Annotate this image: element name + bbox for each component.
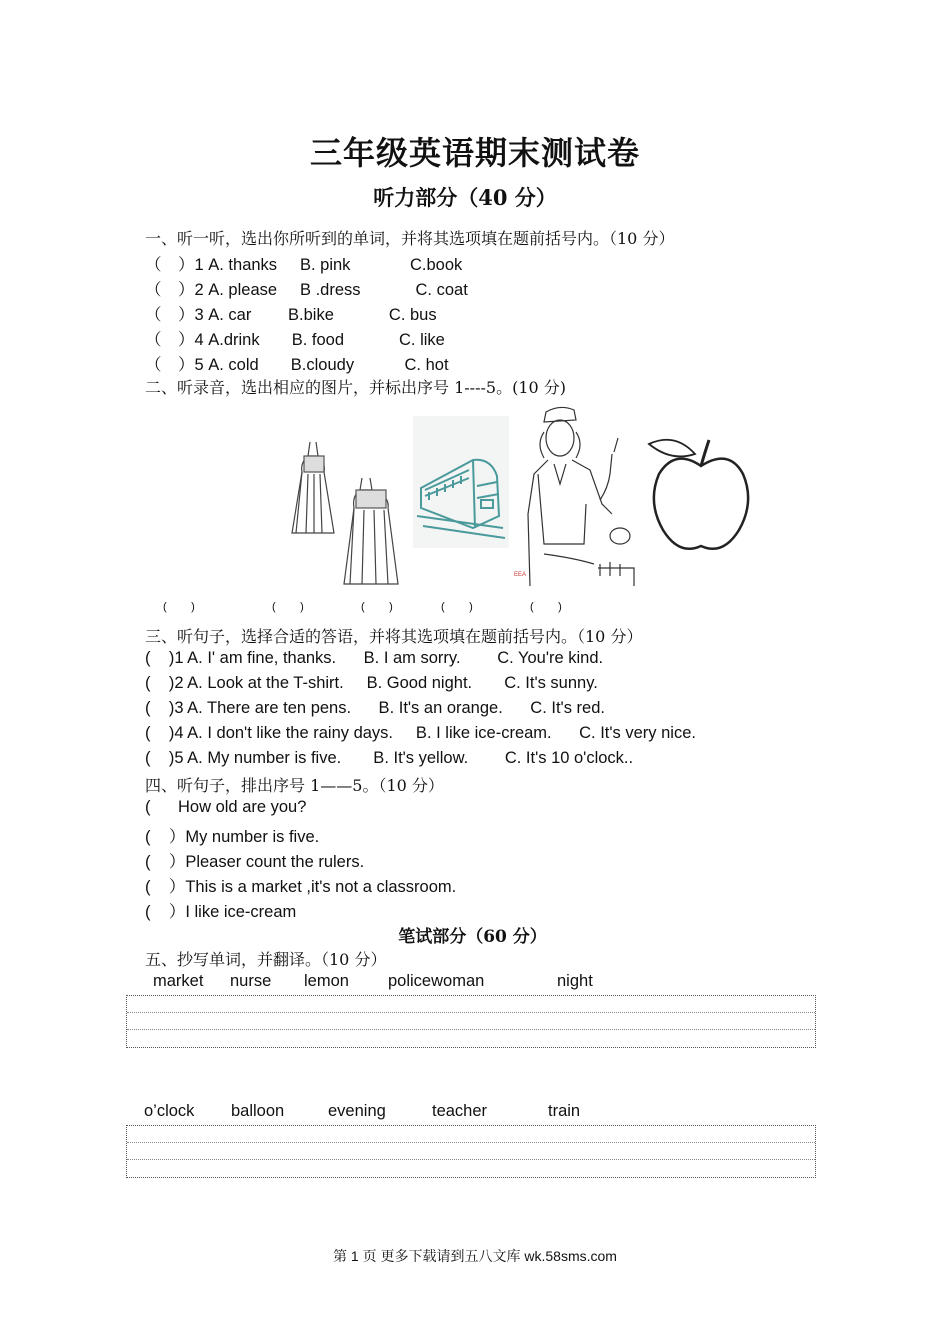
- section5-heading: 五、抄写单词，并翻译。（10 分）: [145, 950, 387, 969]
- svg-text:EEA: EEA: [514, 572, 527, 578]
- list-item: ( )5 A. My number is five. B. It's yellow. C. It's 10 o'clock..: [145, 749, 634, 767]
- nurse-picture: [514, 404, 640, 586]
- written-title: 笔试部分（60 分）: [398, 927, 547, 947]
- answer-slot[interactable]: ( ): [441, 601, 473, 613]
- word: policewoman: [388, 972, 485, 990]
- list-item: ( How old are you?: [145, 798, 307, 816]
- answer-slot[interactable]: ( ): [361, 601, 393, 613]
- listening-title: 听力部分（40 分）: [373, 185, 557, 210]
- word: balloon: [231, 1102, 285, 1120]
- word: teacher: [432, 1102, 488, 1120]
- list-item: ( )2 A. Look at the T-shirt. B. Good night. C. It's sunny.: [145, 674, 598, 692]
- section4-heading: 四、听句子，排出序号 1——5。（10 分）: [145, 776, 444, 795]
- writing-grid[interactable]: [126, 995, 816, 1048]
- word: evening: [328, 1102, 386, 1120]
- word: o’clock: [144, 1102, 195, 1120]
- dress-picture: [288, 438, 403, 586]
- picture-answer-slots: [0, 601, 950, 617]
- answer-slot[interactable]: ( ): [272, 601, 304, 613]
- word: lemon: [304, 972, 349, 990]
- train-picture: [413, 416, 509, 548]
- list-item: （ ）4 A.drink B. food C. like: [145, 331, 445, 349]
- list-item: ( )1 A. I' am fine, thanks. B. I am sorry. C. You're kind.: [145, 649, 604, 667]
- page-footer: 第 1 页 更多下载请到五八文库 wk.58sms.com: [333, 1248, 617, 1264]
- section2-heading: 二、听录音，选出相应的图片，并标出序号 1----5。(10 分): [145, 378, 567, 397]
- word: market: [153, 972, 204, 990]
- section1-heading: 一、听一听，选出你所听到的单词，并将其选项填在题前括号内。（10 分）: [145, 229, 675, 248]
- list-item: （ ）5 A. cold B.cloudy C. hot: [145, 356, 449, 374]
- list-item: （ ）3 A. car B.bike C. bus: [145, 306, 437, 324]
- answer-slot[interactable]: ( ): [163, 601, 195, 613]
- list-item: ( ）I like ice-cream: [145, 903, 297, 921]
- page-title: 三年级英语期末测试卷: [309, 134, 640, 172]
- list-item: ( )4 A. I don't like the rainy days. B. I like ice-cream. C. It's very nice.: [145, 724, 696, 742]
- list-item: ( ）My number is five.: [145, 828, 320, 846]
- list-item: ( )3 A. There are ten pens. B. It's an orange. C. It's red.: [145, 699, 605, 717]
- section3-heading: 三、听句子，选择合适的答语，并将其选项填在题前括号内。（10 分）: [145, 627, 643, 646]
- list-item: （ ）2 A. please B .dress C. coat: [145, 281, 468, 299]
- word: night: [557, 972, 593, 990]
- list-item: ( ）Pleaser count the rulers.: [145, 853, 365, 871]
- apple-picture: [645, 418, 755, 558]
- list-item: ( ）This is a market ,it's not a classroom.: [145, 878, 457, 896]
- word: train: [548, 1102, 581, 1120]
- word: nurse: [230, 972, 272, 990]
- answer-slot[interactable]: ( ): [530, 601, 562, 613]
- list-item: （ ）1 A. thanks B. pink C.book: [145, 256, 463, 274]
- writing-grid[interactable]: [126, 1125, 816, 1178]
